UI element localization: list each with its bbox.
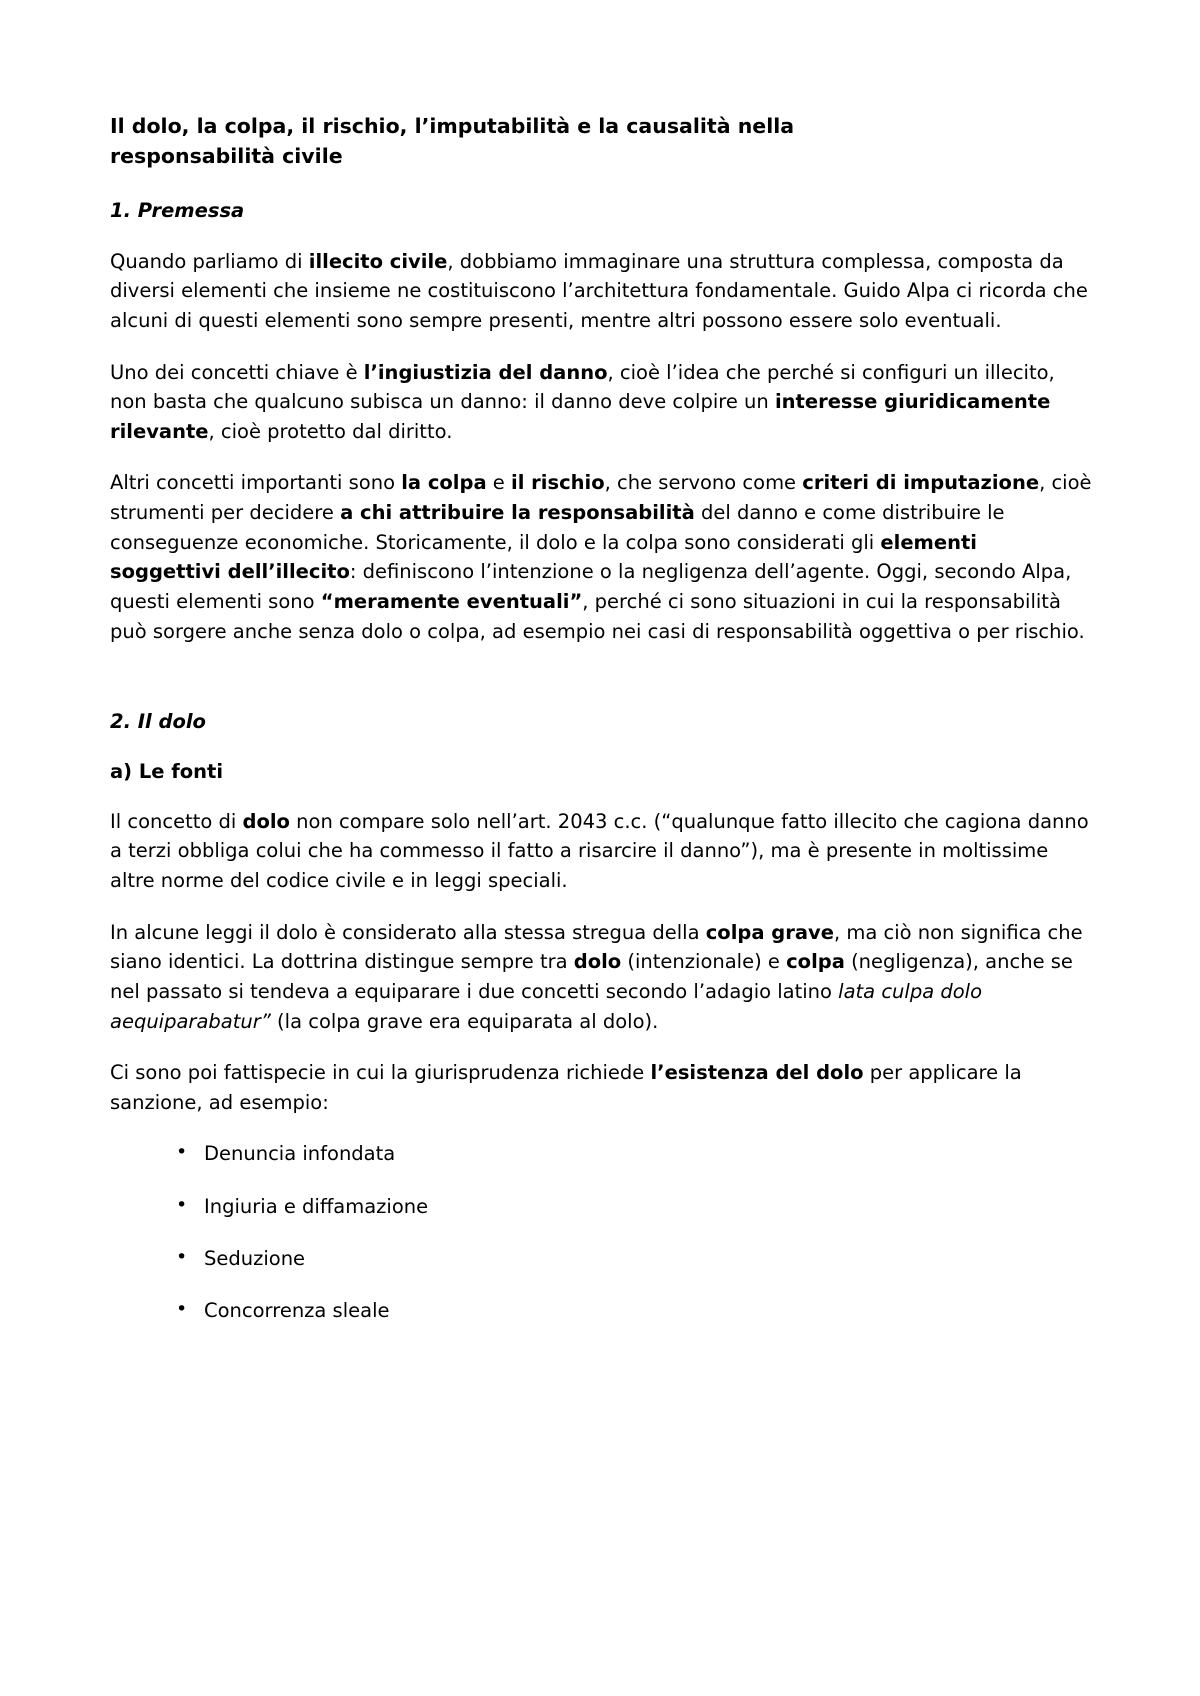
text-run-bold: l’ingiustizia del danno — [363, 360, 608, 384]
text-run: , perché ci sono situazioni in cui la responsabilità può sorgere anche senza dolo o colpa, ad esempio nei casi di responsabilità oggettiva o per rischio. — [110, 589, 1085, 643]
text-run-bold: interesse giuridicamente rilevante — [110, 390, 1051, 443]
text-run: , dobbiamo immaginare una struttura complessa, composta da diversi elementi che insieme ne costituiscono l’architettura fondamentale. Guido Alpa ci ricorda che alcuni di questi elementi sono sempre presenti, mentre altri possono essere solo eventuali. — [110, 249, 1088, 332]
text-run-italic: lata culpa dolo aequiparabatur” — [110, 979, 982, 1033]
text-run: (la colpa grave era equiparata al dolo). — [270, 1009, 659, 1033]
text-run: Altri concetti importanti sono — [110, 471, 402, 495]
text-run: Ci sono poi fattispecie in cui la giurisprudenza richiede — [110, 1061, 651, 1085]
paragraph-premessa-3 — [110, 468, 1092, 646]
text-run-bold: dolo — [573, 950, 622, 974]
text-run: non compare solo nell’art. 2043 c.c. (“qualunque fatto illecito che cagiona danno a terzi obbliga colui che ha commesso il fatto a risarcire il danno”), ma è presente in moltissime altre norme del codice civile e in leggi speciali. — [110, 809, 1089, 893]
text-run: , che servono come — [604, 471, 803, 495]
bullet-list-fattispecie — [110, 1139, 1092, 1325]
text-run: Quando parliamo di — [110, 249, 309, 273]
text-run-bold: “meramente eventuali” — [320, 589, 583, 613]
page-title: Il dolo, la colpa, il rischio, l’imputabilità e la causalità nella responsabilità civile — [110, 114, 795, 168]
paragraph-premessa-2 — [110, 358, 1092, 447]
text-run: : definiscono l’intenzione o la negligenza dell’agente. Oggi, secondo Alpa, questi elementi sono — [110, 560, 1072, 613]
text-run-bold: la colpa — [401, 471, 487, 495]
text-run: e — [486, 471, 512, 495]
paragraph-dolo-3 — [110, 1058, 1092, 1117]
paragraph-dolo-2 — [110, 918, 1092, 1037]
section-heading-premessa: 1. Premessa — [110, 199, 245, 223]
text-run: (intenzionale) e — [621, 950, 787, 974]
text-run: Il concetto di — [110, 809, 243, 833]
subsection-heading-fonti: a) Le fonti — [110, 759, 224, 783]
text-run-bold: l’esistenza del dolo — [650, 1061, 864, 1085]
text-run-bold: dolo — [242, 809, 290, 833]
list-item: • Concorrenza sleale — [176, 1296, 1092, 1325]
text-run-bold: colpa — [786, 950, 845, 974]
text-run: , cioè protetto dal diritto. — [208, 419, 453, 443]
text-run: , ma ciò non significa che siano identici. La dottrina distingue sempre tra — [110, 920, 1083, 974]
text-run: In alcune leggi il dolo è considerato alla stessa stregua della — [110, 920, 706, 944]
section-heading-dolo: 2. Il dolo — [110, 710, 206, 734]
list-item: • Seduzione — [176, 1244, 1092, 1273]
text-run: per applicare la sanzione, ad esempio: — [110, 1061, 1022, 1114]
section-spacer — [110, 668, 1092, 708]
paragraph-premessa-1 — [110, 247, 1092, 336]
text-run: Uno dei concetti chiave è — [110, 360, 364, 384]
paragraph-dolo-1 — [110, 807, 1092, 896]
text-run-bold: illecito civile — [308, 249, 448, 273]
text-run-bold: a chi attribuire la responsabilità — [340, 501, 695, 525]
text-run: del danno e come distribuire le conseguenze economiche. Storicamente, il dolo e la colpa sono considerati gli — [110, 501, 1005, 554]
text-run-bold: colpa grave — [705, 920, 834, 944]
text-run-bold: criteri di imputazione — [802, 471, 1040, 495]
text-run-bold: elementi soggettivi dell’illecito — [110, 530, 977, 584]
list-item: • Ingiuria e diffamazione — [176, 1192, 1092, 1221]
text-run: (negligenza), anche se nel passato si tendeva a equiparare i due concetti secondo l’adagio latino — [110, 950, 1073, 1003]
text-run: , cioè l’idea che perché si configuri un illecito, non basta che qualcuno subisca un danno: il danno deve colpire un — [110, 360, 1055, 414]
list-item: • Denuncia infondata — [176, 1139, 1092, 1168]
text-run: , cioè strumenti per decidere — [110, 471, 1092, 525]
text-run-bold: il rischio — [511, 471, 605, 495]
